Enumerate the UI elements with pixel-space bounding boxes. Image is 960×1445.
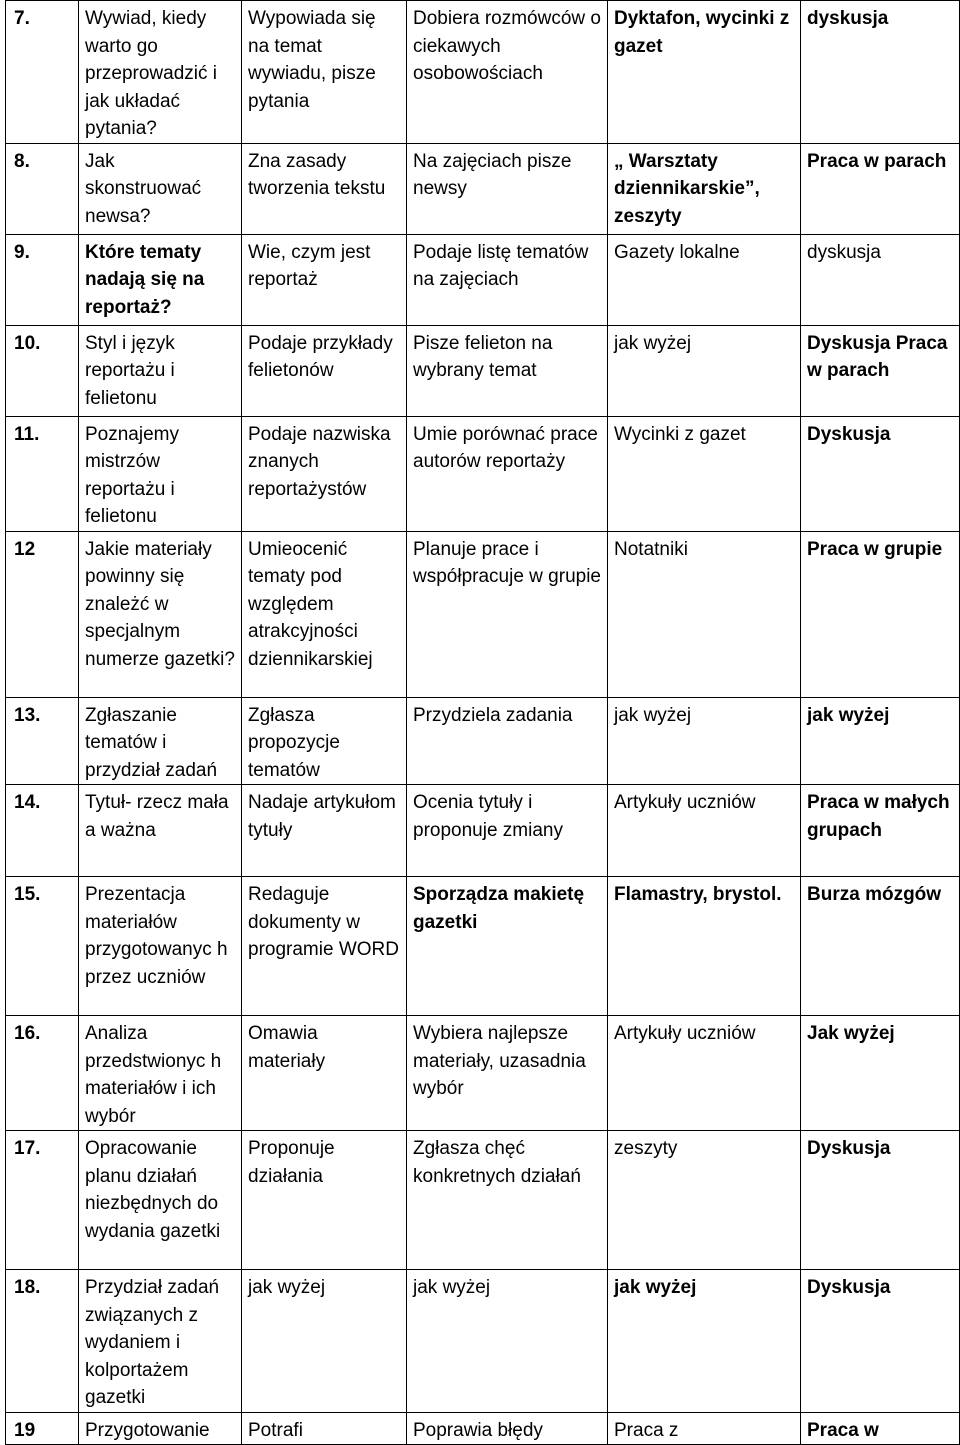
row-number: 16. [6,1016,79,1131]
table-row [6,1412,960,1445]
method-cell: Praca w [801,1412,960,1445]
student-cell: Podaje listę tematów na zajęciach [407,234,608,325]
method-cell: Praca w grupie [801,531,960,697]
student-cell: Sporządza makietę gazetki [407,877,608,1016]
teacher-cell: Zgłasza propozycje tematów [242,697,407,785]
topic-cell: Które tematy nadają się na reportaż? [79,234,242,325]
student-cell: Planuje prace i współpracuje w grupie [407,531,608,697]
resources-cell: Gazety lokalne [608,234,801,325]
topic-cell: Zgłaszanie tematów i przydział zadań [79,697,242,785]
row-number: 14. [6,785,79,877]
table-row [6,697,960,785]
student-cell: Przydziela zadania [407,697,608,785]
table-row [6,416,960,531]
teacher-cell: jak wyżej [242,1270,407,1413]
teacher-cell: Wie, czym jest reportaż [242,234,407,325]
method-cell: Jak wyżej [801,1016,960,1131]
topic-cell: Analiza przedstwionyc h materiałów i ich wybór [79,1016,242,1131]
student-cell: jak wyżej [407,1270,608,1413]
resources-cell: Wycinki z gazet [608,416,801,531]
topic-cell: Poznajemy mistrzów reportażu i felietonu [79,416,242,531]
resources-cell: „ Warsztaty dziennikarskie”, zeszyty [608,143,801,234]
topic-cell: Styl i język reportażu i felietonu [79,325,242,416]
table-row [6,143,960,234]
row-number: 11. [6,416,79,531]
row-number: 19 [6,1412,79,1445]
topic-cell: Tytuł- rzecz mała a ważna [79,785,242,877]
resources-cell: zeszyty [608,1131,801,1270]
method-cell: Praca w małych grupach [801,785,960,877]
table-row [6,1016,960,1131]
row-number: 13. [6,697,79,785]
table-row [6,1270,960,1413]
method-cell: dyskusja [801,1,960,144]
student-cell: Umie porównać prace autorów reportaży [407,416,608,531]
table-row [6,877,960,1016]
resources-cell: Artykuły uczniów [608,785,801,877]
topic-cell: Opracowanie planu działań niezbędnych do wydania gazetki [79,1131,242,1270]
teacher-cell: Wypowiada się na temat wywiadu, pisze pytania [242,1,407,144]
topic-cell: Jak skonstruować newsa? [79,143,242,234]
topic-cell: Wywiad, kiedy warto go przeprowadzić i jak układać pytania? [79,1,242,144]
method-cell: Praca w parach [801,143,960,234]
topic-cell: Przygotowanie [79,1412,242,1445]
method-cell: Dyskusja Praca w parach [801,325,960,416]
topic-cell: Jakie materiały powinny się znależć w specjalnym numerze gazetki? [79,531,242,697]
teacher-cell: Podaje przykłady felietonów [242,325,407,416]
student-cell: Zgłasza chęć konkretnych działań [407,1131,608,1270]
teacher-cell: Redaguje dokumenty w programie WORD [242,877,407,1016]
resources-cell: Flamastry, brystol. [608,877,801,1016]
topic-cell: Prezentacja materiałów przygotowanyc h przez uczniów [79,877,242,1016]
student-cell: Ocenia tytuły i proponuje zmiany [407,785,608,877]
table-row [6,1131,960,1270]
row-number: 7. [6,1,79,144]
student-cell: Wybiera najlepsze materiały, uzasadnia wybór [407,1016,608,1131]
teacher-cell: Podaje nazwiska znanych reportażystów [242,416,407,531]
resources-cell: Artykuły uczniów [608,1016,801,1131]
student-cell: Na zajęciach pisze newsy [407,143,608,234]
student-cell: Poprawia błędy [407,1412,608,1445]
lesson-plan-table [5,0,960,1445]
row-number: 17. [6,1131,79,1270]
row-number: 18. [6,1270,79,1413]
table-row [6,234,960,325]
resources-cell: Dyktafon, wycinki z gazet [608,1,801,144]
method-cell: dyskusja [801,234,960,325]
method-cell: Burza mózgów [801,877,960,1016]
student-cell: Pisze felieton na wybrany temat [407,325,608,416]
method-cell: Dyskusja [801,1270,960,1413]
row-number: 12 [6,531,79,697]
student-cell: Dobiera rozmówców o ciekawych osobowościach [407,1,608,144]
teacher-cell: Umieocenić tematy pod względem atrakcyjności dziennikarskiej [242,531,407,697]
resources-cell: jak wyżej [608,325,801,416]
topic-cell: Przydział zadań związanych z wydaniem i kolportażem gazetki [79,1270,242,1413]
row-number: 9. [6,234,79,325]
table-row [6,785,960,877]
method-cell: Dyskusja [801,416,960,531]
table-row [6,325,960,416]
method-cell: Dyskusja [801,1131,960,1270]
table-row [6,531,960,697]
table-row [6,1,960,144]
resources-cell: jak wyżej [608,697,801,785]
resources-cell: Praca z [608,1412,801,1445]
teacher-cell: Potrafi [242,1412,407,1445]
row-number: 15. [6,877,79,1016]
row-number: 10. [6,325,79,416]
teacher-cell: Zna zasady tworzenia tekstu [242,143,407,234]
method-cell: jak wyżej [801,697,960,785]
teacher-cell: Proponuje działania [242,1131,407,1270]
resources-cell: Notatniki [608,531,801,697]
teacher-cell: Nadaje artykułom tytuły [242,785,407,877]
resources-cell: jak wyżej [608,1270,801,1413]
teacher-cell: Omawia materiały [242,1016,407,1131]
row-number: 8. [6,143,79,234]
